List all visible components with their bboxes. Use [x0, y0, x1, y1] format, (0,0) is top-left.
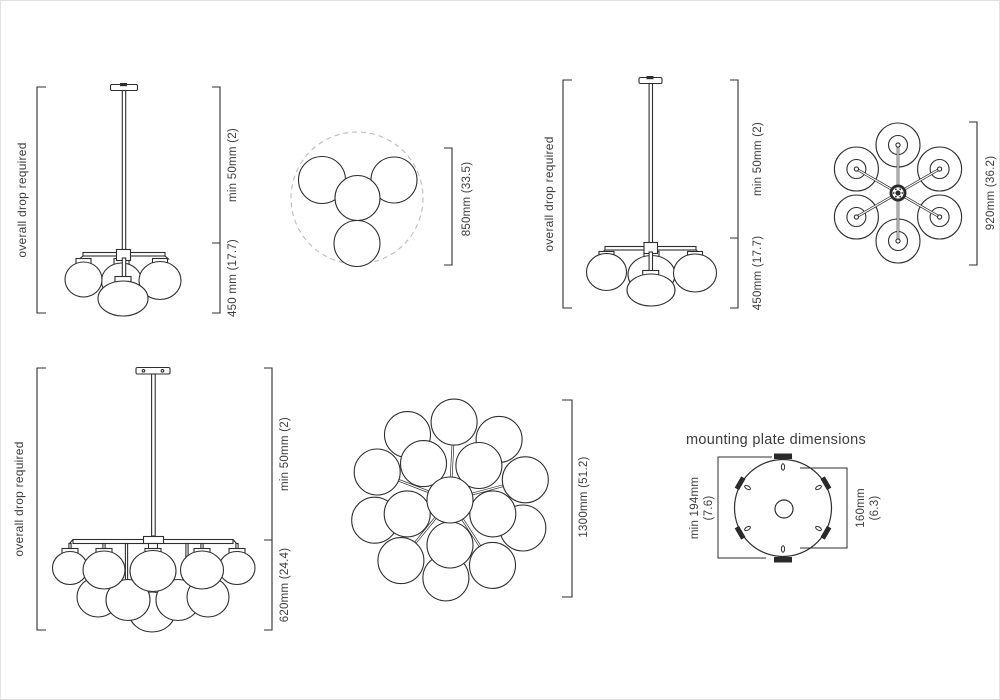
- globe: [335, 176, 380, 221]
- globe: [470, 542, 516, 588]
- height-dimension-line: [264, 368, 272, 630]
- plate-tab: [820, 476, 831, 490]
- globe: [502, 457, 548, 503]
- mounting-plate-outline: [735, 460, 832, 557]
- globe: [219, 552, 255, 585]
- plate-tab: [774, 454, 792, 460]
- hub-center: [895, 190, 900, 195]
- globe: [427, 522, 473, 568]
- small-chandelier-side-view: [37, 83, 220, 316]
- plate-tab: [820, 526, 831, 540]
- diameter-dimension-line: [969, 122, 977, 265]
- spoke-tip: [896, 143, 900, 147]
- overall-drop-label: overall drop required: [15, 142, 29, 258]
- overall-drop-bracket: [563, 80, 572, 308]
- ceiling-plate-nub: [120, 83, 127, 86]
- suspension-rod: [649, 84, 652, 244]
- globe: [674, 254, 717, 292]
- center-hole: [775, 500, 793, 518]
- small-chandelier-plan-view: [291, 132, 452, 267]
- height-dimension-line: [212, 87, 220, 313]
- globe: [53, 552, 88, 585]
- hub-lower: [149, 544, 158, 549]
- globe: [378, 538, 424, 584]
- globe: [427, 477, 473, 523]
- min-drop-dimension-label: min 50mm (2): [279, 417, 291, 491]
- globe: [130, 551, 176, 592]
- large-chandelier-side-view: [37, 368, 272, 633]
- plate-screw: [161, 370, 164, 373]
- mounting-plate-title: mounting plate dimensions: [686, 432, 866, 448]
- tab-span-dimension-label-inches: (6.3): [869, 495, 881, 521]
- plate-tab: [774, 557, 792, 563]
- overall-drop-bracket: [37, 87, 46, 313]
- spoke-tip: [896, 239, 900, 243]
- diameter-dimension-label: 850mm (33.5): [461, 161, 473, 237]
- plate-height-dimension-label: min 194mm: [689, 476, 701, 540]
- overall-drop-bracket: [37, 368, 46, 630]
- spoke-tip: [854, 215, 858, 219]
- min-drop-dimension-label: min 50mm (2): [227, 128, 239, 202]
- fixture-height-dimension-label: 450 mm (17.7): [227, 238, 239, 318]
- globe: [334, 221, 380, 267]
- globe: [181, 551, 224, 589]
- height-dimension-line: [730, 80, 738, 308]
- globe: [470, 491, 516, 537]
- medium-chandelier-side-view: [563, 76, 738, 308]
- globe: [354, 449, 400, 495]
- globe: [65, 262, 102, 297]
- overall-drop-label: overall drop required: [12, 441, 26, 557]
- diameter-dimension-label: 920mm (36.2): [985, 155, 997, 231]
- fixture-height-dimension-label: 620mm (24.4): [279, 547, 291, 623]
- globe: [83, 551, 125, 589]
- plate-height-dimension-label-inches: (7.6): [703, 495, 715, 521]
- min-drop-dimension-label: min 50mm (2): [752, 122, 764, 196]
- diameter-dimension-line: [562, 400, 572, 597]
- spoke-tip: [938, 167, 942, 171]
- ceiling-plate: [136, 368, 170, 375]
- plate-height-dimension-line: [718, 457, 772, 558]
- plate-screw: [142, 370, 145, 373]
- medium-chandelier-plan-view: [834, 122, 977, 265]
- spoke-tip: [938, 215, 942, 219]
- globe: [627, 274, 675, 306]
- overall-drop-label: overall drop required: [542, 136, 556, 252]
- plate-tab: [735, 476, 746, 490]
- diameter-dimension-label: 1300mm (51.2): [578, 456, 590, 538]
- globe: [587, 254, 627, 291]
- globe: [431, 399, 477, 445]
- tab-span-dimension-label: 160mm: [855, 488, 867, 528]
- diameter-dimension-line: [444, 148, 452, 265]
- suspension-rod: [122, 91, 125, 250]
- suspension-rod: [152, 374, 156, 536]
- plate-slots: [744, 464, 822, 552]
- plate-tab: [735, 526, 746, 540]
- large-chandelier-plan-view: [352, 399, 572, 601]
- fixture-height-dimension-label: 450mm (17.7): [752, 235, 764, 311]
- front-globe-rod: [122, 258, 125, 278]
- spoke-tip: [854, 167, 858, 171]
- ceiling-plate-nub: [647, 76, 654, 79]
- globe: [98, 281, 148, 316]
- globe: [384, 491, 430, 537]
- hub: [144, 537, 164, 544]
- front-globe-rod: [649, 252, 652, 272]
- mounting-plate-drawing: [718, 454, 847, 563]
